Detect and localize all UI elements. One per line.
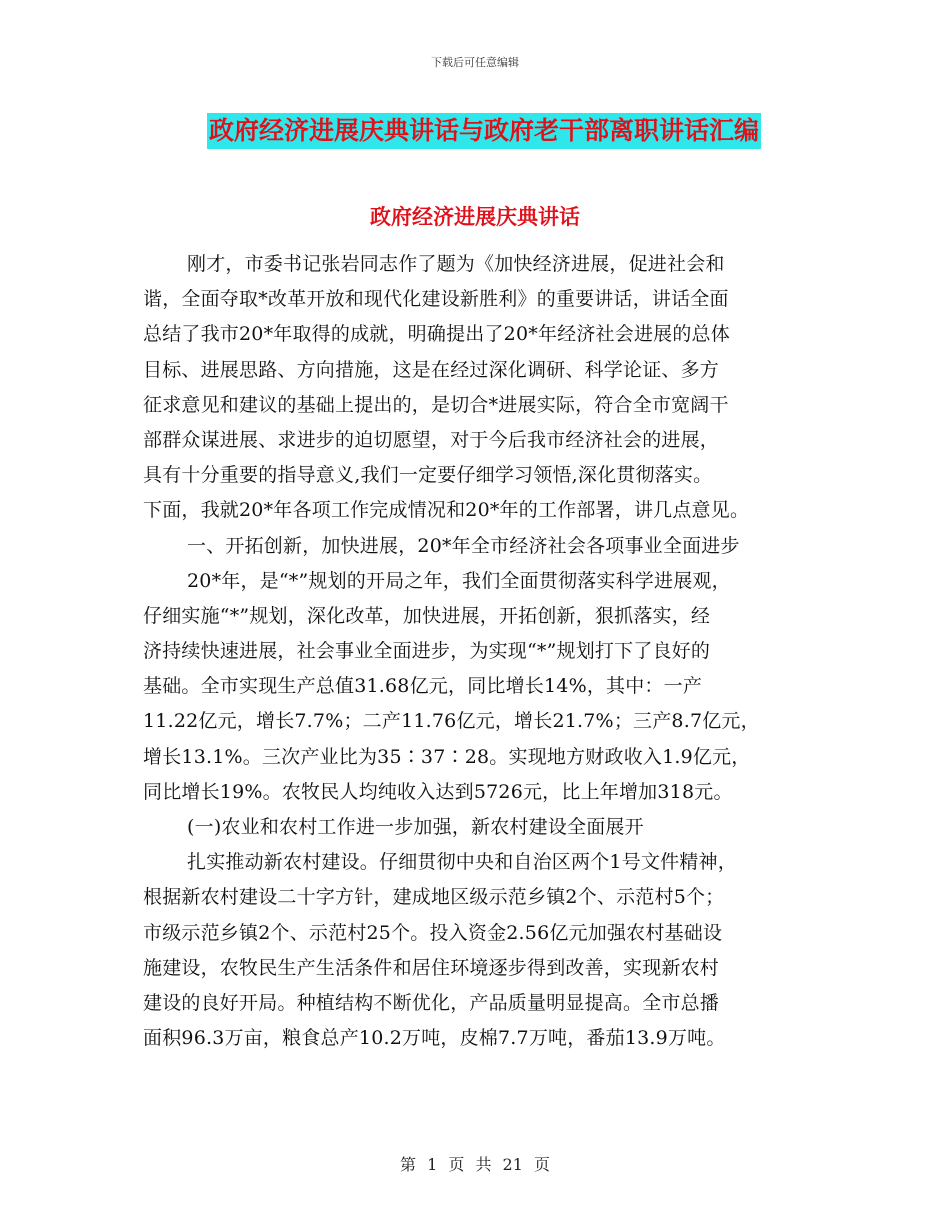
paragraph-line: 市级示范乡镇2个、示范村25个。投入资金2.56亿元加强农村基础设: [143, 921, 723, 944]
section-title: 政府经济进展庆典讲话: [370, 204, 580, 229]
paragraph-line: 面积96.3万亩，粮食总产10.2万吨，皮棉7.7万吨，番茄13.9万吨。: [143, 1027, 726, 1050]
paragraph-line: 下面，我就20*年各项工作完成情况和20*年的工作部署，讲几点意见。: [143, 499, 750, 522]
paragraph-line: 部群众谋进展、求进步的迫切愿望，对于今后我市经济社会的进展，: [143, 428, 720, 451]
page-number-footer: 第 1 页 共 21 页: [400, 1155, 550, 1174]
paragraph-line: 根据新农村建设二十字方针，建成地区级示范乡镇2个、示范村5个；: [143, 886, 725, 909]
paragraph-line: 征求意见和建议的基础上提出的，是切合*进展实际，符合全市宽阔干: [143, 393, 729, 416]
subsection-heading-line: (一)农业和农村工作进一步加强，新农村建设全面展开: [187, 816, 644, 838]
paragraph-line: 谐，全面夺取*改革开放和现代化建设新胜利》的重要讲话，讲话全面: [143, 288, 729, 311]
document-title: 政府经济进展庆典讲话与政府老干部离职讲话汇编: [207, 113, 761, 149]
paragraph-line: 刚才，市委书记张岩同志作了题为《加快经济进展，促进社会和: [187, 253, 725, 275]
paragraph-line: 同比增长19%。农牧民人均纯收入达到5726元，比上年增加318元。: [143, 780, 733, 803]
paragraph-line: 11.22亿元，增长7.7%；二产11.76亿元，增长21.7%；三产8.7亿元，: [143, 710, 760, 733]
paragraph-line: 施建设，农牧民生产生活条件和居住环境逐步得到改善，实现新农村: [143, 956, 720, 979]
paragraph-line: 扎实推动新农村建设。仔细贯彻中央和自治区两个1号文件精神，: [187, 851, 737, 874]
paragraph-line: 具有十分重要的指导意义,我们一定要仔细学习领悟,深化贯彻落实。: [143, 464, 713, 487]
section-heading-line: 一、开拓创新，加快进展，20*年全市经济社会各项事业全面进步: [187, 534, 740, 557]
body-text: [143, 247, 813, 1056]
page-header-note: 下载后可任意编辑: [431, 56, 519, 69]
paragraph-line: 基础。全市实现生产总值31.68亿元，同比增长14%，其中：一产: [143, 675, 703, 698]
paragraph-line: 总结了我市20*年取得的成就，明确提出了20*年经济社会进展的总体: [143, 323, 730, 346]
paragraph-line: 20*年，是“*”规划的开局之年，我们全面贯彻落实科学进展观，: [187, 569, 731, 592]
paragraph-line: 仔细实施“*”规划，深化改革，加快进展，开拓创新，狠抓落实，经: [143, 604, 711, 627]
paragraph-line: 目标、进展思路、方向措施，这是在经过深化调研、科学论证、多方: [143, 358, 720, 381]
paragraph-line: 建设的良好开局。种植结构不断优化，产品质量明显提高。全市总播: [143, 991, 720, 1014]
paragraph-line: 增长13.1%。三次产业比为35∶37∶28。实现地方财政收入1.9亿元，: [143, 745, 751, 768]
paragraph-line: 济持续快速进展，社会事业全面进步，为实现“*”规划打下了良好的: [143, 640, 711, 663]
